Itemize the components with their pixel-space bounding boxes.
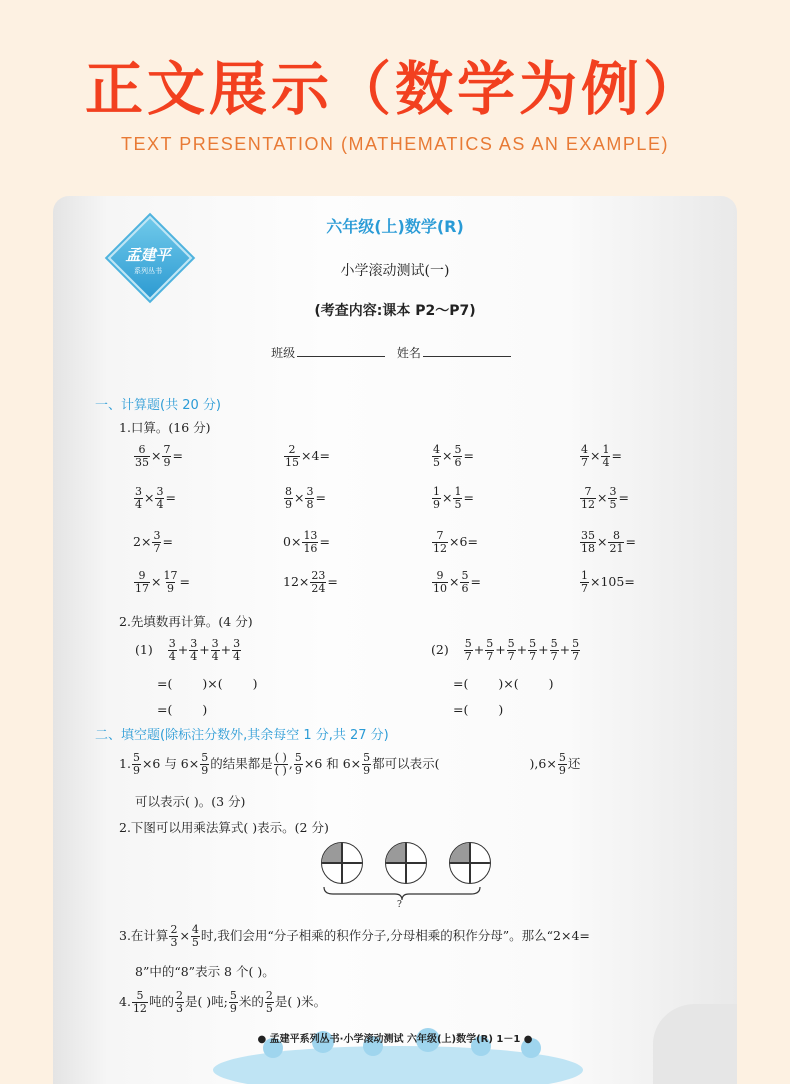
question-2-2: 2.下图可以用乘法算式( )表示。(2 分): [119, 820, 329, 835]
oral-item: $\frac{2}{15}$ ×4=: [285, 443, 330, 469]
question-1-2a: (1) $\frac{3}{4}$ + $\frac{3}{4}$ + $\frac{3}{4}$ + $\frac{3}{4}$: [135, 637, 241, 663]
answer-line[interactable]: =( ): [157, 702, 208, 717]
answer-line[interactable]: =( )×( ): [453, 676, 554, 691]
question-1-1: 1.口算。(16 分): [119, 420, 211, 435]
section-1-title: 一、计算题(共 20 分): [95, 398, 221, 413]
question-1-2: 2.先填数再计算。(4 分): [119, 614, 253, 629]
answer-line[interactable]: =( ): [453, 702, 504, 717]
question-2-4: 4. $\frac{5}{12}$ 吨的 $\frac{2}{3}$ 是( )吨; $\frac{5}{9}$ 米的 $\frac{2}{5}$ 是( )米。: [119, 989, 327, 1015]
class-label: 班级: [271, 346, 296, 360]
banner-title: 正文展示（数学为例）: [84, 55, 705, 123]
oral-item: $\frac{1}{9}$ × $\frac{1}{5}$ =: [433, 485, 474, 511]
question-2-1-line2: 可以表示( )。(3 分): [135, 794, 246, 809]
question-2-3-line2: 8”中的“8”表示 8 个( )。: [135, 964, 275, 979]
fraction-circle-icon: [449, 842, 491, 884]
page-footer: ● 孟建平系列丛书·小学滚动测试 六年级(上)数学(R) 1－1 ●: [257, 1034, 533, 1045]
logo-series: 系列丛书: [134, 267, 162, 275]
oral-item: $\frac{7}{12}$ ×6=: [433, 529, 478, 555]
question-2-1: 1. $\frac{5}{9}$ ×6 与 6× $\frac{5}{9}$ 的结果都是 $\frac{( )}{( )}$ , $\frac{5}{9}$ ×6 和 6× $\frac{5}{9}$ 都可以表示( ),6× $\frac{5}{9}$ 还: [119, 751, 581, 777]
name-field[interactable]: [423, 346, 511, 357]
brace-icon: [323, 886, 481, 904]
class-field[interactable]: [297, 346, 385, 357]
worksheet-page: [53, 196, 737, 1084]
oral-item: $\frac{7}{12}$ × $\frac{3}{5}$ =: [581, 485, 629, 511]
question-1-2b: (2) $\frac{5}{7}$ + $\frac{5}{7}$ + $\frac{5}{7}$ + $\frac{5}{7}$ + $\frac{5}{7}$ + $\frac{5}{7}$: [431, 637, 580, 663]
oral-item: $\frac{9}{10}$ × $\frac{5}{6}$ =: [433, 569, 481, 595]
oral-item: $\frac{4}{5}$ × $\frac{5}{6}$ =: [433, 443, 474, 469]
oral-item: $\frac{6}{35}$ × $\frac{7}{9}$ =: [135, 443, 183, 469]
name-label: 姓名: [396, 346, 421, 360]
diagram-label: ?: [397, 900, 402, 910]
oral-item: $\frac{35}{18}$ × $\frac{8}{21}$ =: [581, 529, 636, 555]
oral-item: $\frac{3}{4}$ × $\frac{3}{4}$ =: [135, 485, 176, 511]
cartoon-kids-illustration-icon: [213, 1018, 583, 1084]
question-2-3: 3.在计算 $\frac{2}{3}$ × $\frac{4}{5}$ 时,我们会用“分子相乘的积作分子,分母相乘的积作分母”。那么“2×4=: [119, 923, 590, 949]
logo-name: 孟建平: [125, 246, 171, 264]
oral-item: 2× $\frac{3}{7}$ =: [133, 529, 173, 555]
oral-item: 0× $\frac{13}{16}$ =: [283, 529, 330, 555]
fraction-circle-icon: [385, 842, 427, 884]
test-scope: (考查内容:课本 P2～P7): [314, 303, 476, 319]
student-info: [53, 344, 737, 361]
section-2-title: 二、填空题(除标注分数外,其余每空 1 分,共 27 分): [95, 728, 389, 743]
grade-title: 六年级(上)数学(R): [326, 217, 464, 236]
oral-item: 12× $\frac{23}{24}$ =: [283, 569, 338, 595]
oral-item: $\frac{1}{7}$ ×105=: [581, 569, 635, 595]
fraction-circle-icon: [321, 842, 363, 884]
banner-subtitle: TEXT PRESENTATION (MATHEMATICS AS AN EXAMPLE): [121, 134, 669, 154]
oral-item: $\frac{8}{9}$ × $\frac{3}{8}$ =: [285, 485, 326, 511]
oral-item: $\frac{4}{7}$ × $\frac{1}{4}$ =: [581, 443, 622, 469]
oral-item: $\frac{9}{17}$ × $\frac{17}{9}$ =: [135, 569, 190, 595]
answer-line[interactable]: =( )×( ): [157, 676, 258, 691]
test-title: 小学滚动测试(一): [340, 263, 450, 279]
